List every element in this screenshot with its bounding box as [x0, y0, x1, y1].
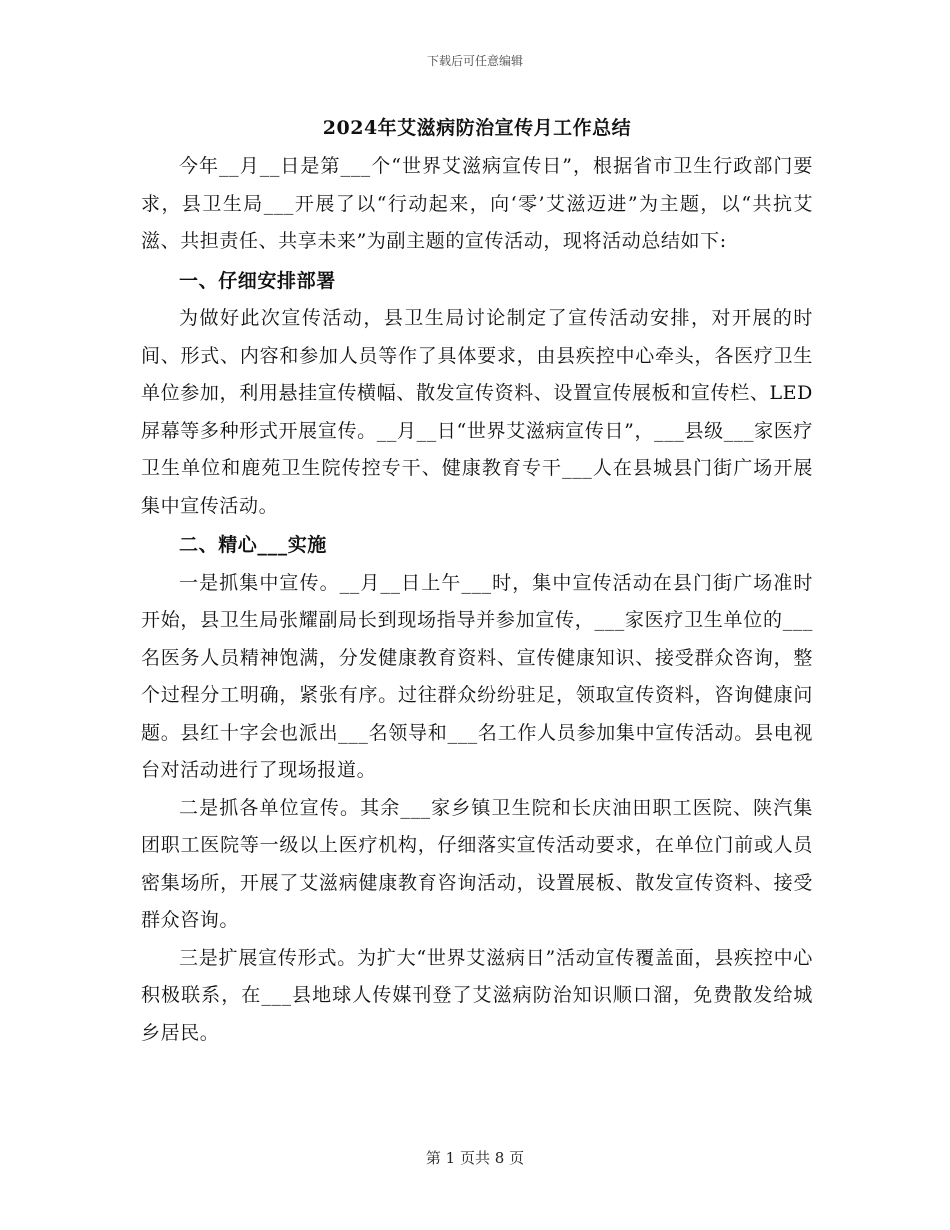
intro-paragraph: 今年__月__日是第___个“世界艾滋病宣传日”，根据省市卫生行政部门要求，县卫生局___开展了以“行动起来，向‘零’艾滋迈进”为主题，以“共抗艾滋、共担责任、共享未来”为副主题的宣传活动，现将活动总结如下: — [141, 155, 813, 252]
section-2-paragraph-3: 三是扩展宣传形式。为扩大“世界艾滋病日”活动宣传覆盖面，县疾控中心积极联系，在___县地球人传媒刊登了艾滋病防治知识顺口溜，免费散发给城乡居民。 — [141, 946, 813, 1044]
section-1-heading: 一、仔细安排部署 — [179, 269, 336, 292]
document-title: 2024年艾滋病防治宣传月工作总结 — [322, 117, 632, 139]
section-2-heading: 二、精心___实施 — [179, 534, 327, 556]
document-body — [141, 112, 813, 1052]
section-2-paragraph-2: 二是抓各单位宣传。其余___家乡镇卫生院和长庆油田职工医院、陕汽集团职工医院等一级以上医疗机构，仔细落实宣传活动要求，在单位门前或人员密集场所，开展了艾滋病健康教育咨询活动，设置展板、散发宣传资料、接受群众咨询。 — [141, 796, 813, 931]
page-header-note: 下载后可任意编辑 — [426, 54, 523, 68]
section-1-paragraph: 为做好此次宣传活动，县卫生局讨论制定了宣传活动安排，对开展的时间、形式、内容和参加人员等作了具体要求，由县疾控中心牵头，各医疗卫生单位参加，利用悬挂宣传横幅、散发宣传资料、设置宣传展板和宣传栏、LED屏幕等多种形式开展宣传。__月__日“世界艾滋病宣传日”，___县级___家医疗卫生单位和鹿苑卫生院传控专干、健康教育专干___人在县城县门街广场开展集中宣传活动。 — [141, 307, 813, 517]
section-2-paragraph-1: 一是抓集中宣传。__月__日上午___时，集中宣传活动在县门街广场准时开始，县卫生局张耀副局长到现场指导并参加宣传，___家医疗卫生单位的___名医务人员精神饱满，分发健康教育资料、宣传健康知识、接受群众咨询，整个过程分工明确，紧张有序。过往群众纷纷驻足，领取宣传资料，咨询健康问题。县红十字会也派出___名领导和___名工作人员参加集中宣传活动。县电视台对活动进行了现场报道。 — [141, 571, 813, 781]
page-number: 第 1 页共 8 页 — [425, 1149, 525, 1167]
